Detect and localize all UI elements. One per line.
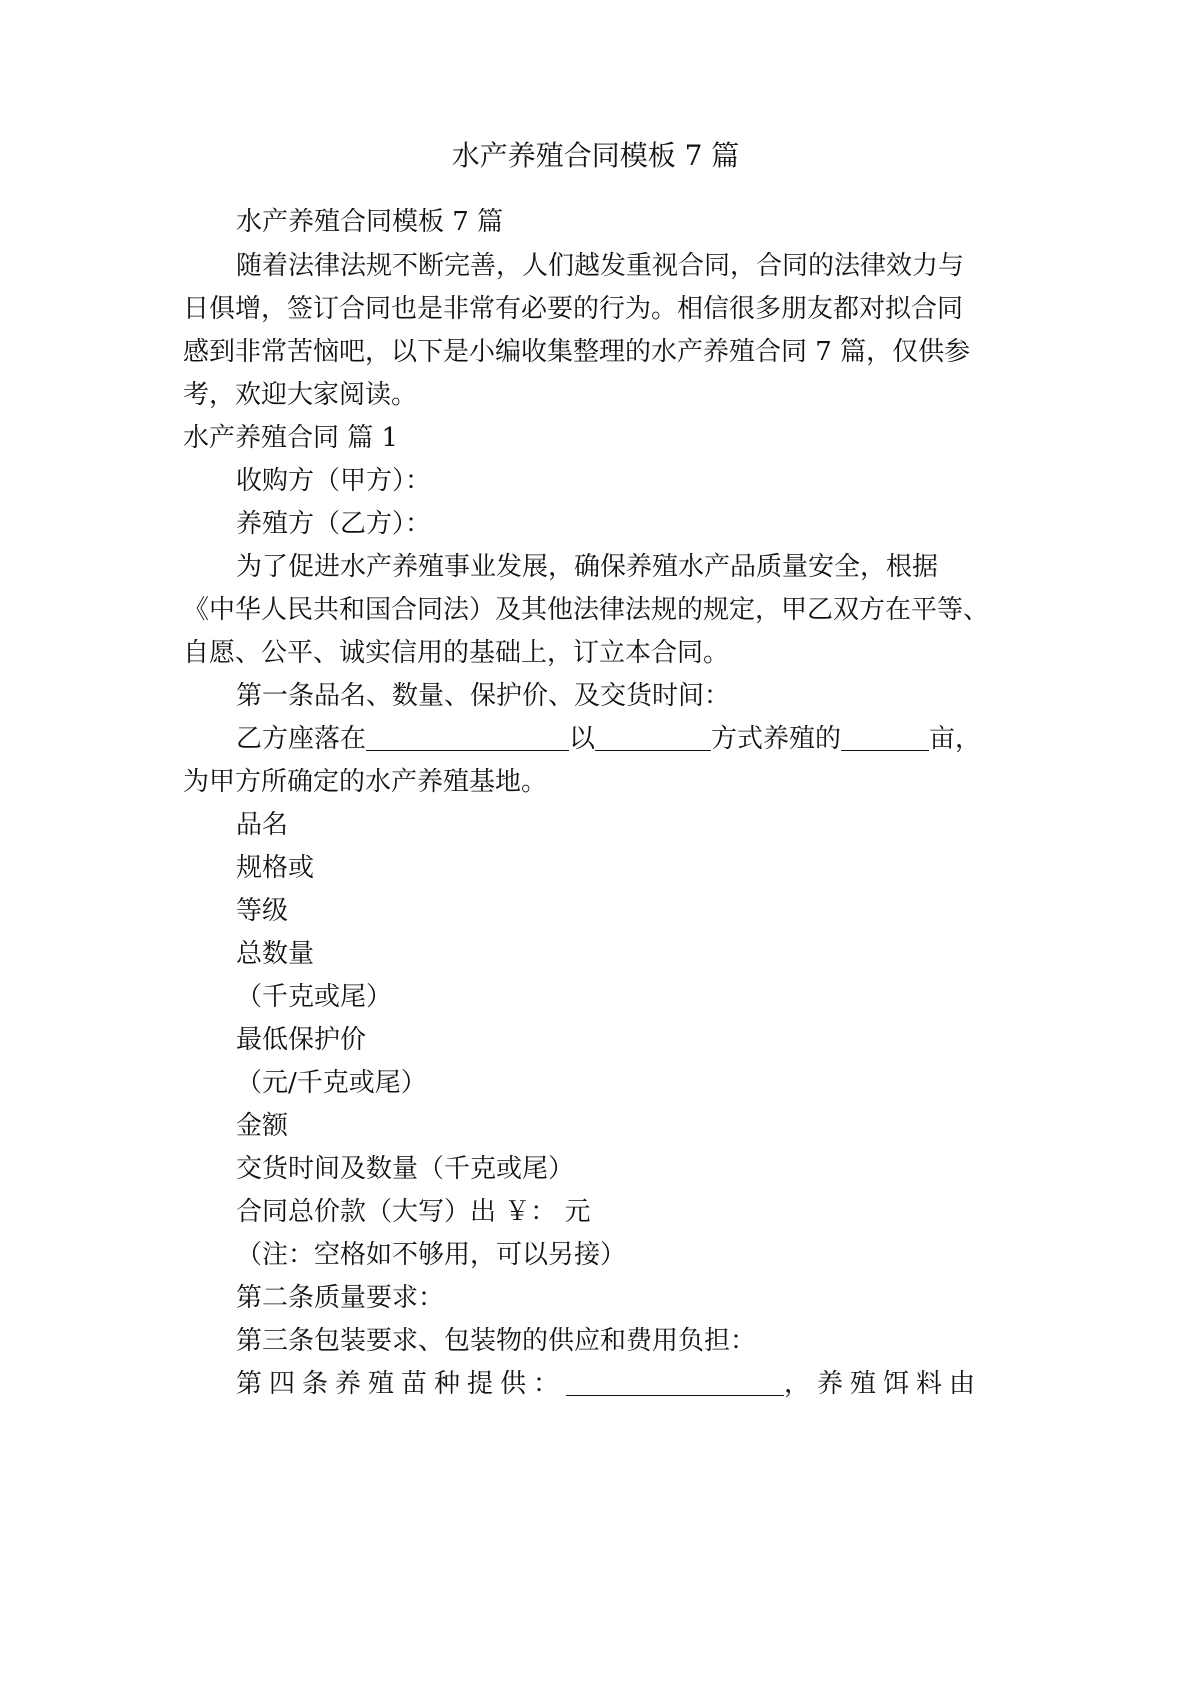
area-blank <box>841 724 929 751</box>
intro-line-4: 考，欢迎大家阅读。 <box>183 380 418 410</box>
article-2-heading: 第二条质量要求： <box>236 1283 445 1313</box>
article-4-text-1: 第四条养殖苗种提供： <box>236 1369 567 1399</box>
article-1-heading: 第一条品名、数量、保护价、及交货时间： <box>236 681 731 711</box>
location-clause <box>236 719 981 759</box>
intro-line-1: 随着法律法规不断完善，人们越发重视合同，合同的法律效力与 <box>236 251 965 281</box>
preamble-line-3: 自愿、公平、诚实信用的基础上，订立本合同。 <box>183 638 730 668</box>
preamble-line-2: 《中华人民共和国合同法）及其他法律法规的规定，甲乙双方在平等、 <box>183 595 990 625</box>
page-title: 水产养殖合同模板 7 篇 <box>451 139 740 172</box>
field-total-quantity: 总数量 <box>236 939 315 969</box>
intro-line-2: 日俱增，签订合同也是非常有必要的行为。相信很多朋友都对拟合同 <box>183 294 964 324</box>
field-total-price: 合同总价款（大写）出 ￥： 元 <box>236 1197 591 1227</box>
article-4-clause <box>236 1364 982 1404</box>
field-delivery: 交货时间及数量（千克或尾） <box>236 1154 575 1184</box>
field-note: （注：空格如不够用，可以另接） <box>236 1240 627 1270</box>
section-heading: 水产养殖合同 篇 1 <box>183 423 399 453</box>
field-grade: 等级 <box>236 896 289 926</box>
article-4-text-2: ，养殖饵料由 <box>784 1369 983 1399</box>
article-3-heading: 第三条包装要求、包装物的供应和费用负担： <box>236 1326 757 1356</box>
field-quantity-unit: （千克或尾） <box>236 982 393 1012</box>
location-text-1: 乙方座落在 <box>236 724 367 754</box>
field-amount: 金额 <box>236 1111 289 1141</box>
location-clause-line-2: 为甲方所确定的水产养殖基地。 <box>183 767 548 797</box>
field-price-unit: （元/千克或尾） <box>236 1068 427 1098</box>
buyer-label: 收购方（甲方）： <box>236 466 432 496</box>
subtitle: 水产养殖合同模板 7 篇 <box>236 207 504 237</box>
preamble-line-1: 为了促进水产养殖事业发展，确保养殖水产品质量安全，根据 <box>236 552 939 582</box>
field-product-name: 品名 <box>236 810 289 840</box>
seed-blank <box>566 1369 784 1396</box>
intro-line-3: 感到非常苦恼吧，以下是小编收集整理的水产养殖合同 7 篇，仅供参 <box>183 337 971 367</box>
location-blank <box>366 724 569 751</box>
location-text-4: 亩， <box>929 724 982 754</box>
location-text-2: 以 <box>569 724 596 754</box>
farmer-label: 养殖方（乙方）： <box>236 509 432 539</box>
method-blank <box>595 724 711 751</box>
location-text-3: 方式养殖的 <box>711 724 842 754</box>
field-min-price: 最低保护价 <box>236 1025 367 1055</box>
field-spec: 规格或 <box>236 853 315 883</box>
